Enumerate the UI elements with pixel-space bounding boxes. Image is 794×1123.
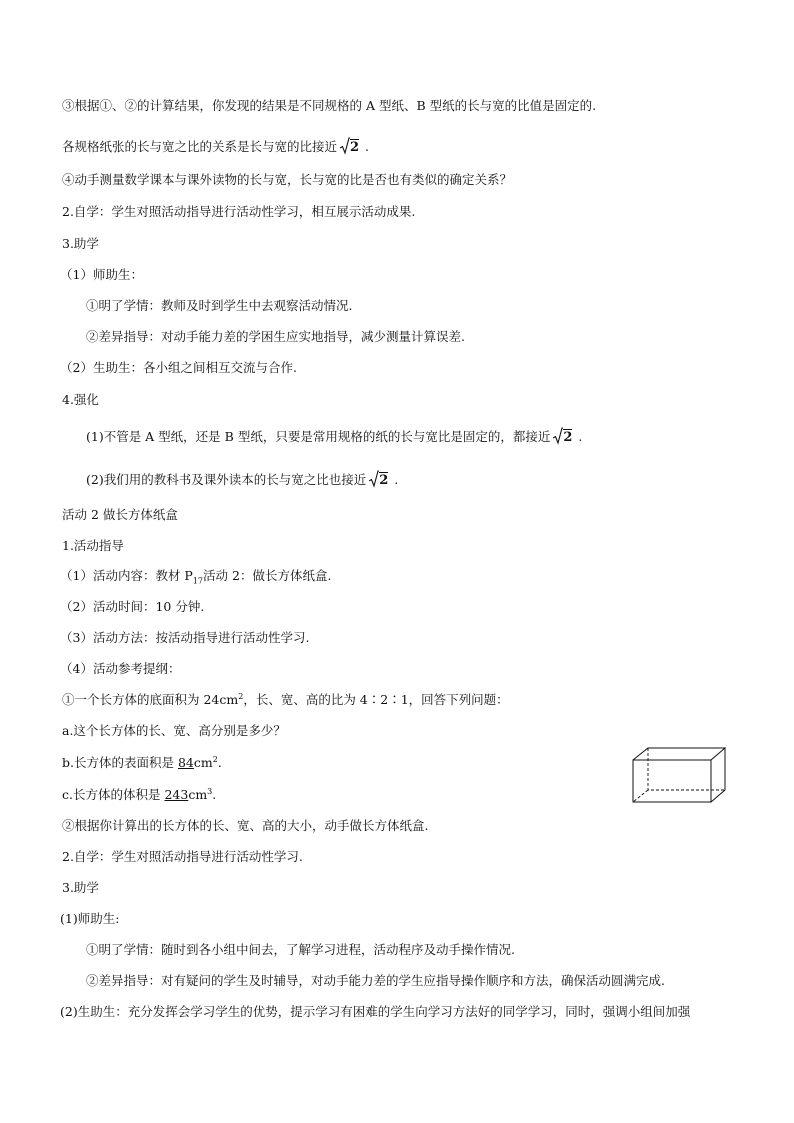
answer-underlined: 84 xyxy=(177,755,194,770)
text-line: （4）活动参考提纲： xyxy=(60,661,181,676)
text-line: ①明了学情：教师及时到学生中去观察活动情况. xyxy=(86,298,353,313)
section-heading: 活动 2 做长方体纸盒 xyxy=(62,507,178,522)
text-line: ④动手测量数学课本与课外读物的长与宽，长与宽的比是否也有类似的确定关系？ xyxy=(62,172,513,187)
text-line: ②根据你计算出的长方体的长、宽、高的大小，动手做长方体纸盒. xyxy=(62,818,429,833)
section-heading: 3.助学 xyxy=(62,880,99,895)
text-line: (1)师助生: xyxy=(60,911,120,926)
text-line: （2）生助生：各小组之间相互交流与合作. xyxy=(60,360,297,375)
text-line-sqrt: 各规格纸张的长与宽之比的关系是长与宽的比接近 2 . xyxy=(62,139,370,155)
cuboid-figure xyxy=(628,744,728,810)
text-line-sqrt: (2)我们用的教科书及课外读本的长与宽之比也接近 2 . xyxy=(86,472,399,488)
section-heading: 3.助学 xyxy=(62,236,99,251)
text-line: ②差异指导：对动手能力差的学困生应实地指导，减少测量计算误差. xyxy=(86,329,465,344)
text-line: （1）师助生： xyxy=(60,267,143,282)
text-line: ①一个长方体的底面积为 $24cm^2$，长、宽、高的比为 4∶2∶1，回答下列问题： xyxy=(62,691,509,707)
sqrt-symbol: 2 xyxy=(553,427,572,446)
text-line: ①明了学情：随时到各小组中间去，了解学习进程，活动程序及动手操作情况. xyxy=(86,942,515,957)
text-line: 2.自学：学生对照活动指导进行活动性学习. xyxy=(62,849,303,864)
answer-underlined: 243 xyxy=(164,787,189,802)
sqrt-symbol: 2 xyxy=(340,137,359,156)
text-line: 2.自学：学生对照活动指导进行活动性学习，相互展示活动成果. xyxy=(62,204,416,219)
text-line: (2)生助生：充分发挥会学习学生的优势，提示学习有困难的学生向学习方法好的同学学习，同时，强调小组间加强 xyxy=(60,1004,691,1019)
sqrt-symbol: 2 xyxy=(369,470,388,489)
text-line: b.长方体的表面积是 $84cm^2$. xyxy=(62,754,222,770)
text-line: （3）活动方法：按活动指导进行活动性学习. xyxy=(60,630,310,645)
text-line: （1）活动内容：教材 $P_{17}$活动 2：做长方体纸盒. xyxy=(60,568,332,586)
text-line-sqrt: (1)不管是 A 型纸，还是 B 型纸，只要是常用规格的纸的长与宽比是固定的，都接近 2 . xyxy=(86,429,583,445)
text-line: a.这个长方体的长、宽、高分别是多少？ xyxy=(62,723,286,738)
section-heading: 4.强化 xyxy=(62,392,99,407)
text-line: ②差异指导：对有疑问的学生及时辅导，对动手能力差的学生应指导操作顺序和方法，确保活动圆满完成. xyxy=(86,973,665,988)
text-line: ③根据①、②的计算结果，你发现的结果是不同规格的 A 型纸、B 型纸的长与宽的比值是固定的. xyxy=(62,98,597,113)
text-line: （2）活动时间：10 分钟. xyxy=(60,599,205,614)
section-heading: 1.活动指导 xyxy=(62,538,124,553)
text-line: c.长方体的体积是 $243cm^3$. xyxy=(62,786,217,802)
